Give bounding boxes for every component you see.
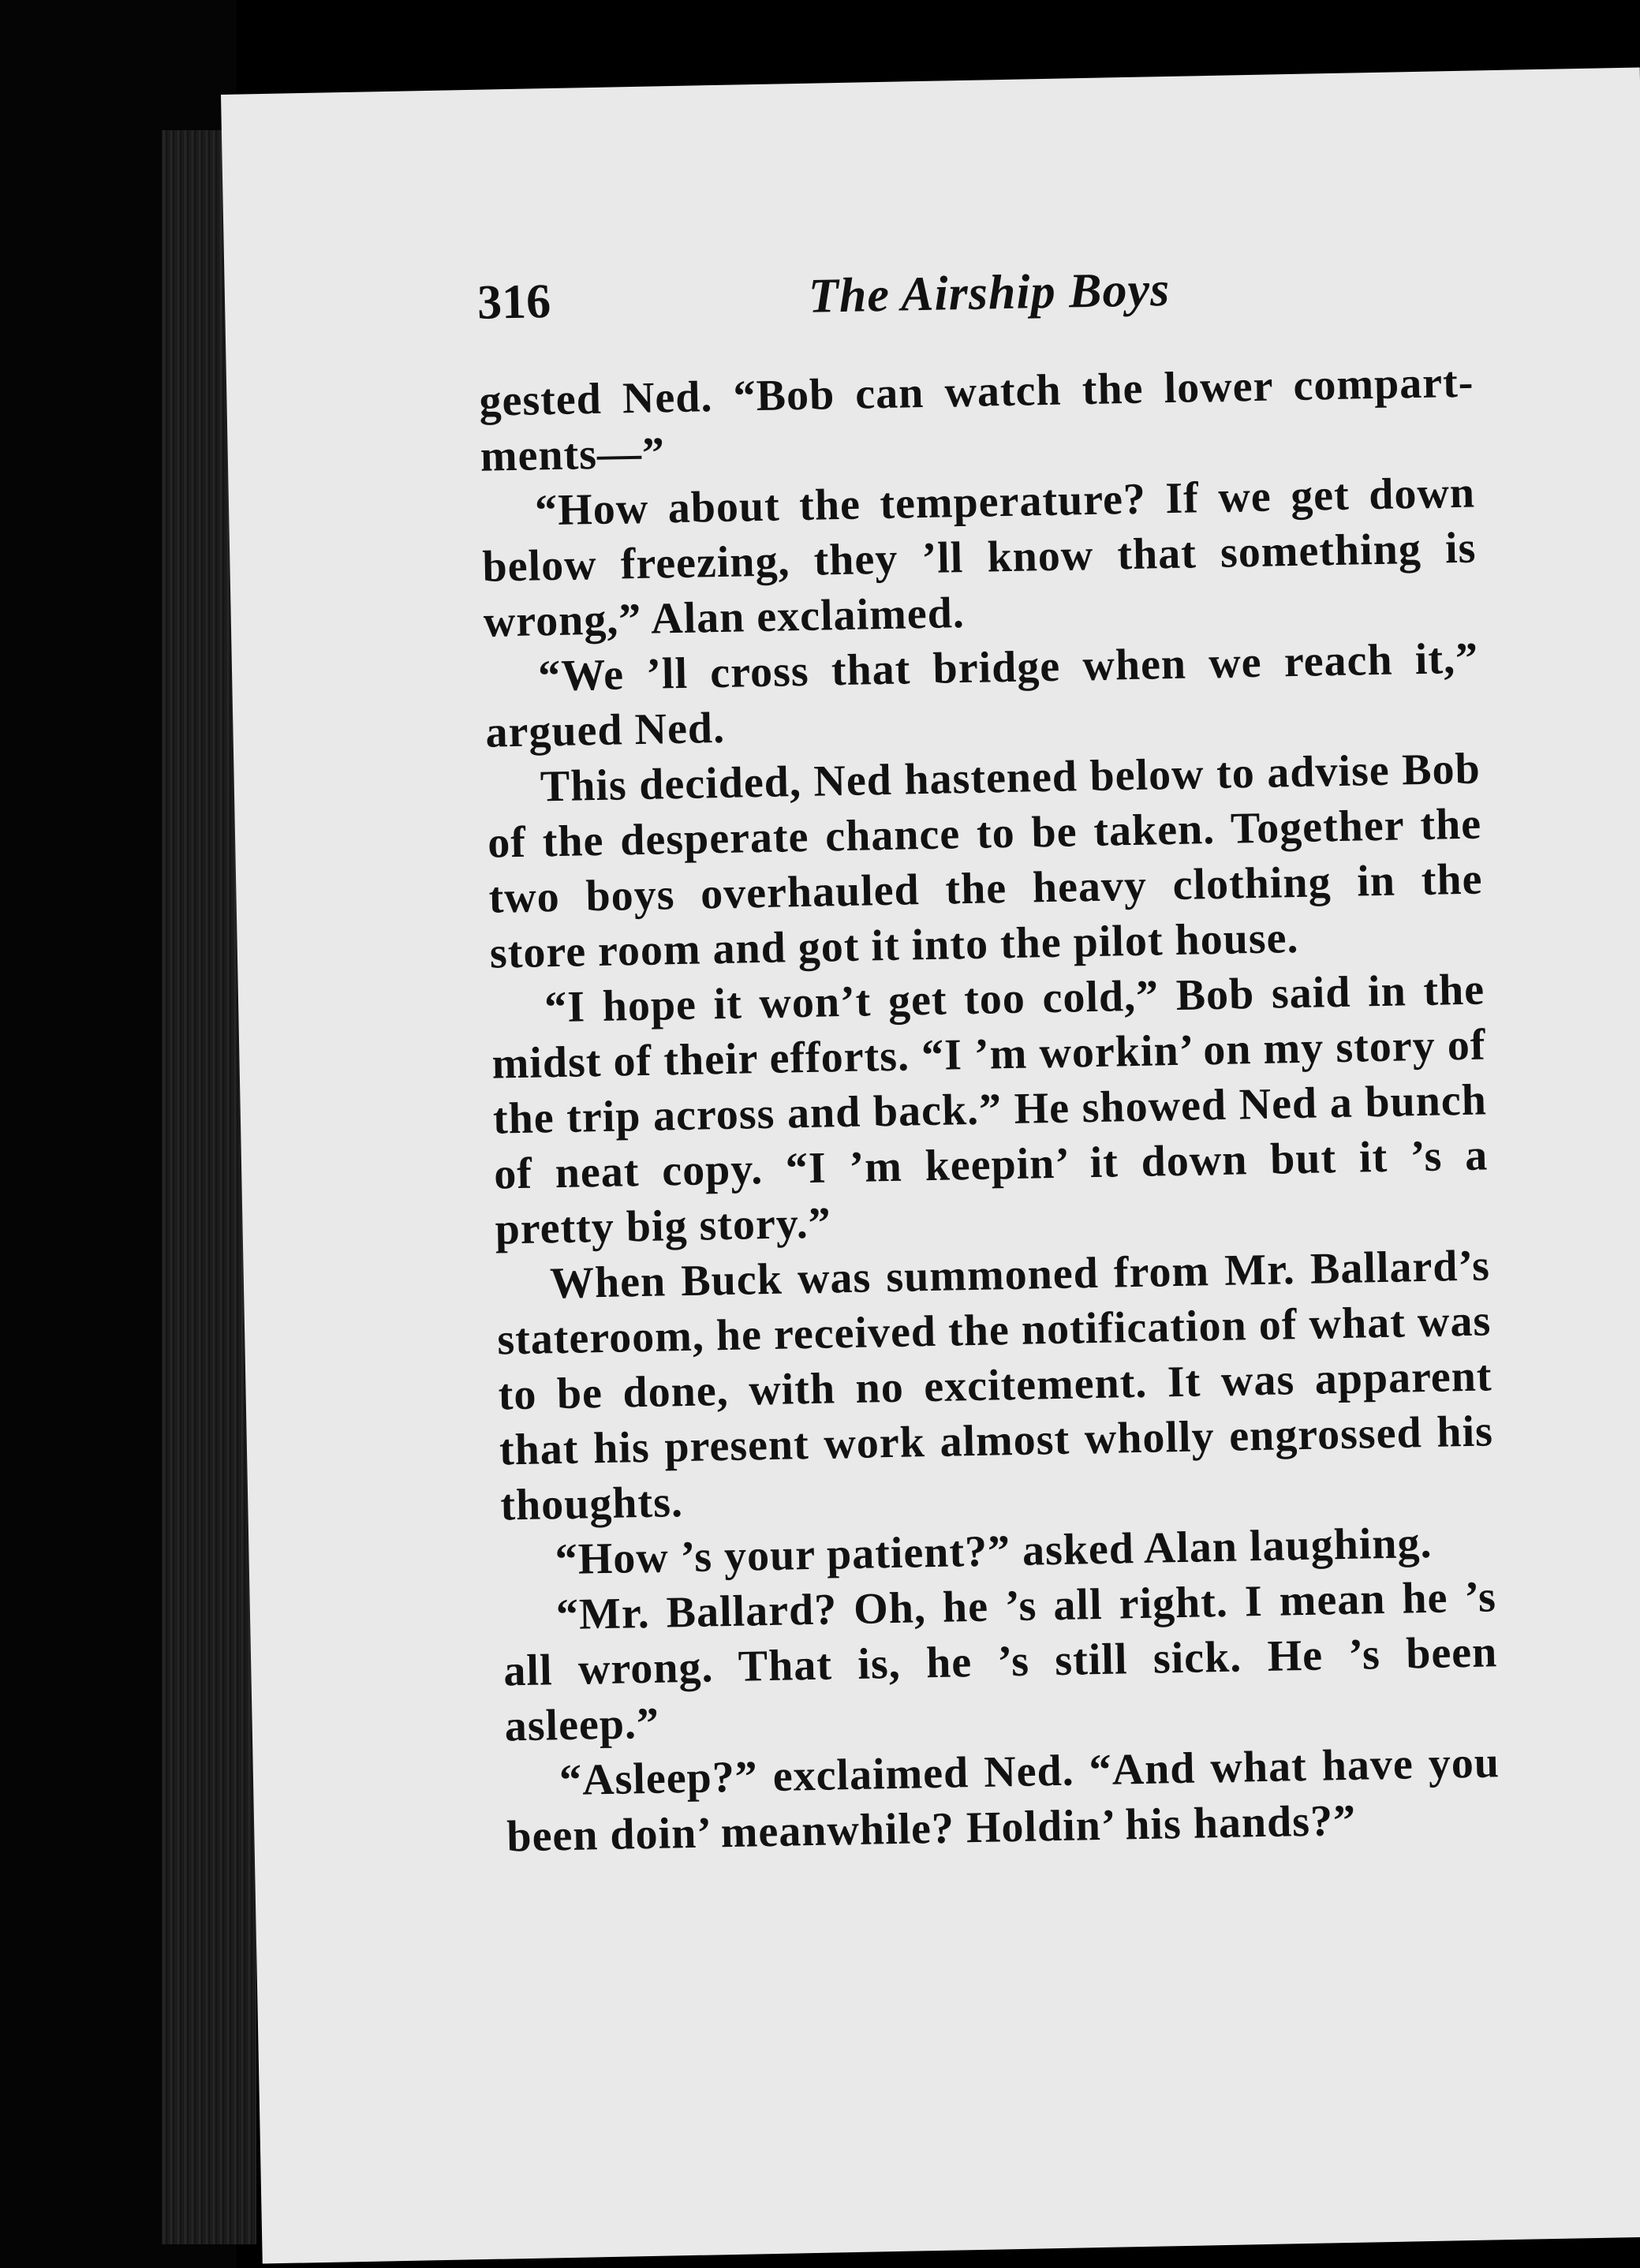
paragraph: “We ’ll cross that bridge when we reach it,” argued Ned. (484, 633, 1479, 757)
running-head: The Airship Boys (808, 262, 1171, 323)
paragraph: gested Ned. “Bob can watch the lower compartments—” (478, 357, 1474, 481)
paragraph: “How ’s your patient?” asked Alan laughing. (555, 1518, 1433, 1585)
paragraph: “Mr. Ballard? Oh, he ’s all right. I mean he ’s all wrong. That is, he ’s still sick. He ’s been asleep.” (502, 1572, 1498, 1751)
paragraph: “How about the temperature? If we get down below freezing, they ’ll know that something is wrong,” Alan exclaimed. (481, 468, 1477, 647)
page-body (479, 355, 1501, 1865)
paragraph: “Asleep?” exclaimed Ned. “And what have you been doin’ meanwhile? Holdin’ his hands?” (506, 1738, 1500, 1862)
paragraph: When Buck was summoned from Mr. Ballard’s stateroom, he received the notification of what was to be done, with no excitement. It was apparent that his present work almost wholly engrossed his thoughts. (496, 1241, 1494, 1530)
page-number: 316 (476, 275, 551, 330)
paragraph: “I hope it won’t get too cold,” Bob said in the midst of their efforts. “I ’m workin’ on my story of the trip across and back.” He showed Ned a bunch of neat copy. “I ’m keepin’ it down but it ’s a pretty big story.” (491, 965, 1489, 1254)
paragraph: This decided, Ned hastened below to advise Bob of the desperate chance to be taken. Together the two boys overhauled the heavy clothing in the store room and got it into the pilot house. (487, 744, 1483, 978)
book-page (221, 67, 1640, 2263)
page-header (476, 256, 1456, 370)
